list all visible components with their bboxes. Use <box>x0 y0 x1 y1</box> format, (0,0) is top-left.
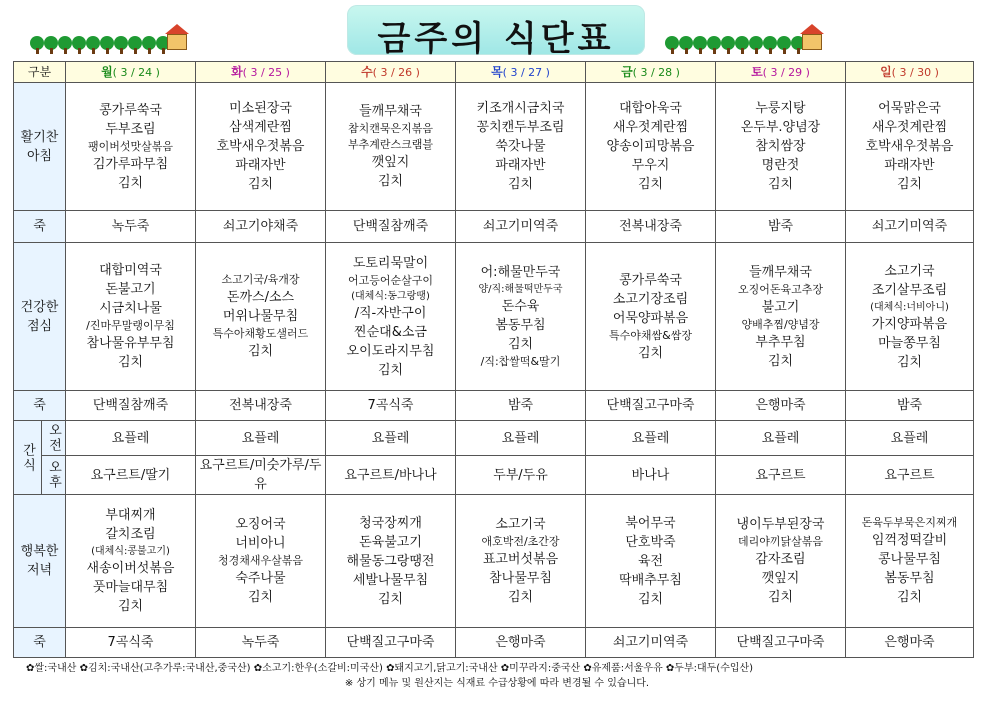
meal-cell <box>196 243 326 391</box>
menu-item: 키조개시금치국 <box>476 101 565 116</box>
porridge-cell: 녹두죽 <box>196 628 326 658</box>
menu-item: 김치 <box>767 177 794 192</box>
menu-item: 불고기 <box>761 299 800 315</box>
day-name: 금 <box>621 64 633 79</box>
menu-item: 꽁치캔두부조림 <box>476 120 565 135</box>
porridge-cell: 단백질고구마죽 <box>716 628 846 658</box>
tree-icon <box>86 36 100 54</box>
tree-decoration-left <box>30 20 190 54</box>
menu-item: 김치 <box>507 337 534 352</box>
menu-item: 들깨무채국 <box>359 104 422 119</box>
lunch-label: 건강한 점심 <box>14 243 66 391</box>
snack-cell: 요구르트/딸기 <box>66 456 196 495</box>
menu-item: 콩가루쑥국 <box>99 102 162 118</box>
snack-cell: 요구르트 <box>846 456 974 495</box>
menu-item: 김치 <box>377 174 404 189</box>
menu-item: /진마무말랭이무침 <box>86 319 175 332</box>
menu-item: 어묵양파볶음 <box>612 310 689 326</box>
menu-item: 세발나물무침 <box>352 572 429 588</box>
tree-icon <box>128 36 142 54</box>
meal-cell <box>456 243 586 391</box>
menu-item: 오징어국 <box>235 517 286 532</box>
menu-item: 김치 <box>247 177 274 192</box>
porridge-cell: 단백질참깨죽 <box>66 391 196 421</box>
meal-cell <box>586 243 716 391</box>
menu-item: 김치 <box>637 177 664 192</box>
menu-item: 찐순대&소금 <box>354 324 427 340</box>
meal-cell <box>716 243 846 391</box>
snack-cell: 요플레 <box>326 421 456 456</box>
porridge2-label: 죽 <box>14 391 66 421</box>
menu-item: 김치 <box>896 177 923 192</box>
meal-cell <box>586 83 716 211</box>
menu-item: 감자조림 <box>755 552 806 567</box>
porridge-cell: 7곡식죽 <box>66 628 196 658</box>
tree-icon <box>114 36 128 54</box>
day-header <box>66 62 196 83</box>
menu-item: 파래자반 <box>495 158 546 173</box>
menu-item: 깻잎지 <box>371 155 410 170</box>
tree-icon <box>58 36 72 54</box>
menu-item: (대체식:너비아니) <box>870 301 949 313</box>
porridge-cell: 단백질고구마죽 <box>586 391 716 421</box>
menu-item: 양/직:해물떡만두국 <box>478 284 563 295</box>
tree-icon <box>72 36 86 54</box>
porridge-cell: 은행마죽 <box>456 628 586 658</box>
menu-item: (대체식:콩불고기) <box>91 546 170 557</box>
menu-item: 어고등어순살구이 <box>347 273 433 287</box>
menu-item: 깻잎지 <box>761 571 800 586</box>
day-name: 목 <box>491 64 503 79</box>
menu-item: 김치 <box>767 590 794 605</box>
menu-item: 대합미역국 <box>99 263 162 278</box>
menu-item: 새우젓계란찜 <box>612 120 689 135</box>
tree-icon <box>763 36 777 54</box>
menu-item: 김치 <box>637 591 664 607</box>
menu-item: 참나물무침 <box>489 571 552 586</box>
meal-cell <box>586 495 716 628</box>
menu-item: 갈치조림 <box>105 527 156 542</box>
tree-icon <box>665 36 679 54</box>
menu-item: 파래자반 <box>884 158 935 173</box>
menu-item: 김치 <box>896 354 923 370</box>
snack-cell: 요플레 <box>66 421 196 456</box>
day-name: 토 <box>751 64 763 79</box>
menu-item: 김치 <box>117 599 144 614</box>
menu-item: 양배추찜/양념장 <box>741 317 820 331</box>
menu-item: 북어무국 <box>625 515 676 531</box>
tree-icon <box>679 36 693 54</box>
menu-item: 들깨무채국 <box>749 264 812 280</box>
day-header <box>586 62 716 83</box>
porridge-cell: 은행마죽 <box>716 391 846 421</box>
day-date: ( 3 / 27 ) <box>502 65 550 79</box>
menu-item: 임꺽정떡갈비 <box>871 533 948 548</box>
menu-item: 김치 <box>896 590 923 605</box>
menu-item: 특수야채쌈&쌈장 <box>609 328 692 342</box>
menu-item: 참나물유부무침 <box>86 336 175 351</box>
menu-item: 가지양파볶음 <box>871 316 948 332</box>
snack-cell: 요플레 <box>716 421 846 456</box>
menu-item: 김치 <box>767 353 794 369</box>
menu-item: 파래자반 <box>235 158 286 173</box>
porridge-cell: 쇠고기미역죽 <box>846 211 974 243</box>
menu-item: 팽이버섯맛살볶음 <box>87 139 173 153</box>
tree-icon <box>777 36 791 54</box>
menu-item: 어묵맑은국 <box>878 101 941 116</box>
porridge-cell: 쇠고기미역죽 <box>586 628 716 658</box>
menu-item: 김치 <box>117 175 144 191</box>
meal-cell <box>716 495 846 628</box>
menu-item: 김치 <box>377 591 404 607</box>
porridge-cell: 7곡식죽 <box>326 391 456 421</box>
menu-item: 청경채새우살볶음 <box>217 554 303 567</box>
day-name: 수 <box>361 64 373 79</box>
meal-cell <box>456 495 586 628</box>
menu-table <box>13 61 974 658</box>
house-icon <box>800 24 824 50</box>
menu-item: 김치 <box>507 177 534 192</box>
meal-cell <box>716 83 846 211</box>
menu-item: 양송이피망볶음 <box>606 139 695 154</box>
porridge-cell: 밤죽 <box>456 391 586 421</box>
day-date: ( 3 / 24 ) <box>112 65 160 79</box>
menu-item: 마늘쫑무침 <box>878 335 941 351</box>
day-header <box>456 62 586 83</box>
menu-item: 시금치나물 <box>99 301 162 316</box>
menu-item: 대합아욱국 <box>619 101 682 116</box>
snack-cell: 요플레 <box>196 421 326 456</box>
tree-icon <box>721 36 735 54</box>
menu-item: 김치 <box>117 355 144 370</box>
porridge-cell: 단백질참깨죽 <box>326 211 456 243</box>
meal-cell <box>66 495 196 628</box>
day-header <box>716 62 846 83</box>
snack-am-label: 오전 <box>42 421 66 456</box>
tree-icon <box>100 36 114 54</box>
meal-cell <box>66 243 196 391</box>
page-title: 금주의 식단표 <box>347 11 645 60</box>
tree-icon <box>44 36 58 54</box>
menu-item: 미소된장국 <box>229 101 292 116</box>
menu-item: 쑥갓나물 <box>495 139 546 154</box>
menu-item: 단호박죽 <box>625 534 676 550</box>
menu-item: 김치 <box>247 590 274 605</box>
menu-item: 풋마늘대무침 <box>92 580 169 595</box>
tree-decoration-right <box>665 20 825 54</box>
menu-item: 참치캔묵은지볶음 <box>347 122 433 135</box>
breakfast-label: 활기찬 아침 <box>14 83 66 211</box>
meal-cell <box>326 83 456 211</box>
porridge-cell: 은행마죽 <box>846 628 974 658</box>
day-name: 화 <box>231 64 243 79</box>
menu-item: 소고기국 <box>884 263 935 279</box>
porridge-cell: 단백질고구마죽 <box>326 628 456 658</box>
menu-item: 부대찌개 <box>105 508 156 523</box>
menu-item: 표고버섯볶음 <box>482 552 559 567</box>
menu-item: 숙주나물 <box>235 571 286 586</box>
menu-item: 참치쌈장 <box>755 139 806 154</box>
meal-cell <box>456 83 586 211</box>
menu-item: /직-자반구이 <box>354 305 427 321</box>
menu-item: 명란젓 <box>761 158 800 173</box>
meal-cell <box>846 83 974 211</box>
day-name: 일 <box>880 64 892 79</box>
menu-item: 김치 <box>637 345 664 361</box>
snack-cell: 요플레 <box>456 421 586 456</box>
menu-item: 김치 <box>507 590 534 605</box>
snack-cell: 요구르트/미숫가루/두유 <box>196 456 326 495</box>
day-header <box>196 62 326 83</box>
day-date: ( 3 / 30 ) <box>891 65 939 79</box>
dinner-label: 행복한 저녁 <box>14 495 66 628</box>
menu-item: 무우지 <box>631 158 670 173</box>
snack-cell: 요플레 <box>586 421 716 456</box>
menu-item: 김치 <box>247 344 274 359</box>
menu-item: 김가루파무침 <box>92 156 169 172</box>
porridge-cell: 밤죽 <box>716 211 846 243</box>
title-banner <box>347 5 645 59</box>
tree-icon <box>693 36 707 54</box>
menu-item: 두부조림 <box>105 121 156 137</box>
meal-cell <box>846 495 974 628</box>
menu-item: 조기살무조림 <box>871 282 948 298</box>
meal-cell <box>846 243 974 391</box>
snack-cell: 바나나 <box>586 456 716 495</box>
origin-info: ✿쌀:국내산 ✿김치:국내산(고추가루:국내산,중국산) ✿소고기:한우(소갈비:미국산) ✿돼지고기,닭고기:국내산 ✿미꾸라지:중국산 ✿유제품:서울우유 ✿두부:대두(수입산) <box>26 663 754 674</box>
day-date: ( 3 / 28 ) <box>632 65 680 79</box>
menu-item: 특수아채황도샐러드 <box>212 327 309 340</box>
menu-item: 부추계란스크램블 <box>347 138 433 151</box>
meal-cell <box>196 495 326 628</box>
menu-item: 어:해물만두국 <box>480 265 561 280</box>
day-date: ( 3 / 29 ) <box>762 65 810 79</box>
snack-pm-label: 오후 <box>42 456 66 495</box>
menu-item: 오이도라지무침 <box>346 343 435 359</box>
menu-item: 봄동무침 <box>495 318 546 333</box>
menu-item: 육전 <box>637 553 664 569</box>
house-icon <box>165 24 189 50</box>
meal-cell <box>326 243 456 391</box>
tree-icon <box>30 36 44 54</box>
menu-item: 돈수육 <box>501 299 540 314</box>
porridge-cell: 쇠고기야채죽 <box>196 211 326 243</box>
meal-cell <box>196 83 326 211</box>
snack-cell: 요플레 <box>846 421 974 456</box>
day-date: ( 3 / 25 ) <box>242 65 290 79</box>
porridge-cell: 밤죽 <box>846 391 974 421</box>
menu-item: 새송이버섯볶음 <box>86 561 175 576</box>
porridge1-label: 죽 <box>14 211 66 243</box>
menu-item: 청국장찌개 <box>359 515 422 531</box>
menu-item: /직:찹쌀떡&딸기 <box>480 355 561 368</box>
menu-item: 냉이두부된장국 <box>736 517 825 532</box>
menu-item: 돈까스/소스 <box>226 290 295 305</box>
day-date: ( 3 / 26 ) <box>372 65 420 79</box>
menu-item: 봄동무침 <box>884 571 935 586</box>
menu-item: 콩나물무침 <box>878 552 941 567</box>
snack-cell: 요구르트/바나나 <box>326 456 456 495</box>
meal-cell <box>66 83 196 211</box>
menu-item: 도토리묵말이 <box>352 255 429 271</box>
menu-item: 해물동그랑땡전 <box>346 553 435 569</box>
menu-item: 돈불고기 <box>105 282 156 297</box>
porridge-cell: 전복내장죽 <box>196 391 326 421</box>
menu-item: 돈육두부묵은지찌개 <box>861 516 958 529</box>
menu-item: 부추무침 <box>755 334 806 350</box>
menu-item: 호박새우젓볶음 <box>216 139 305 154</box>
meal-cell <box>326 495 456 628</box>
porridge-cell: 전복내장죽 <box>586 211 716 243</box>
menu-item: 새우젓계란찜 <box>871 120 948 135</box>
menu-item: 애호박전/초간장 <box>481 535 560 548</box>
menu-item: 김치 <box>377 362 404 378</box>
porridge-cell: 쇠고기미역죽 <box>456 211 586 243</box>
tree-icon <box>735 36 749 54</box>
day-header <box>326 62 456 83</box>
menu-item: (대체식:동그랑땡) <box>351 290 430 302</box>
menu-item: 누룽지탕 <box>755 101 806 116</box>
change-notice: ※ 상기 메뉴 및 원산지는 식재료 수급상황에 따라 변경될 수 있습니다. <box>344 678 650 689</box>
menu-item: 호박새우젓볶음 <box>865 139 954 154</box>
snack-cell: 요구르트 <box>716 456 846 495</box>
menu-item: 삼색계란찜 <box>229 120 292 135</box>
tree-icon <box>707 36 721 54</box>
menu-item: 소고기장조림 <box>612 291 689 307</box>
menu-item: 데리야끼닭살볶음 <box>737 535 823 548</box>
header-label: 구분 <box>14 62 66 83</box>
menu-item: 소고기국/육개장 <box>221 273 300 286</box>
day-name: 월 <box>101 64 113 79</box>
tree-icon <box>142 36 156 54</box>
porridge3-label: 죽 <box>14 628 66 658</box>
menu-item: 오징어돈육고추장 <box>737 282 823 296</box>
menu-item: 딱배추무침 <box>619 572 682 588</box>
menu-item: 콩가루쑥국 <box>619 272 682 288</box>
menu-item: 너비아니 <box>235 536 286 551</box>
menu-item: 소고기국 <box>495 517 546 532</box>
menu-item: 머위나물무침 <box>222 309 299 324</box>
tree-icon <box>749 36 763 54</box>
porridge-cell: 녹두죽 <box>66 211 196 243</box>
day-header <box>846 62 974 83</box>
menu-item: 온두부.양념장 <box>740 120 821 135</box>
snack-label: 간식 <box>14 421 42 495</box>
snack-cell: 두부/두유 <box>456 456 586 495</box>
menu-item: 돈육불고기 <box>359 534 422 550</box>
